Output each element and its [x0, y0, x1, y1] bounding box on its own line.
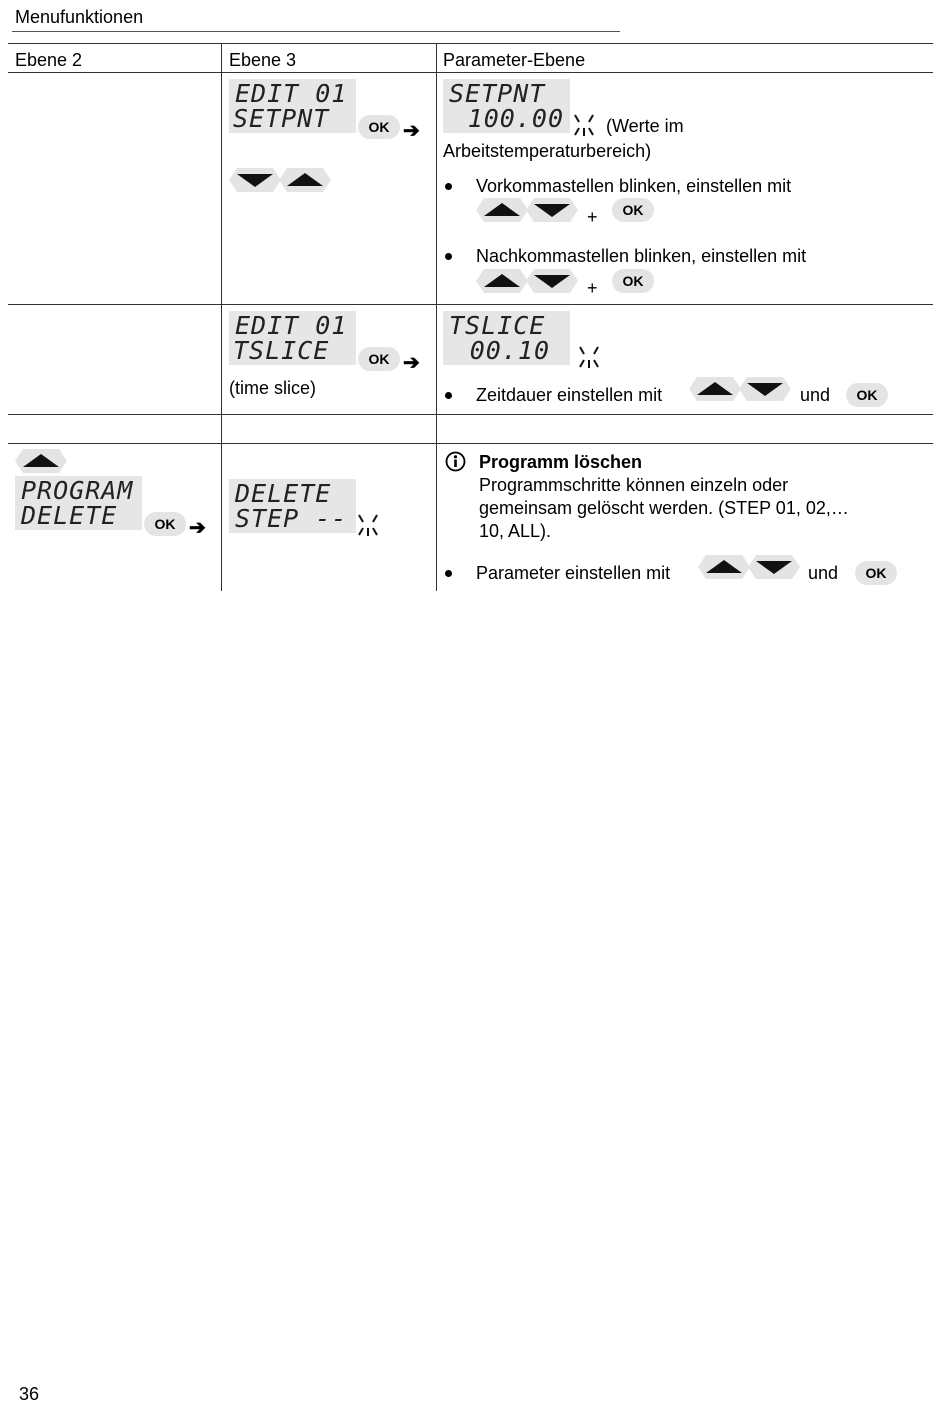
lcd-line-1: SETPNT — [449, 79, 546, 108]
up-button[interactable] — [698, 555, 750, 579]
up-button[interactable] — [476, 198, 528, 222]
lcd-line-2: 100.00 — [467, 104, 564, 133]
lcd-display-program-delete — [15, 476, 142, 530]
bullet-text: Zeitdauer einstellen mit — [476, 385, 663, 405]
ok-button[interactable]: OK — [612, 269, 654, 293]
down-button[interactable] — [748, 555, 800, 579]
lcd-display-tslice-value — [443, 311, 570, 365]
lcd-display-delete-step — [229, 479, 356, 533]
lcd-line-1: EDIT 01 — [235, 311, 348, 340]
lcd-line-1: TSLICE — [449, 311, 546, 340]
lcd-line-1: DELETE — [235, 479, 332, 508]
info-text: gemeinsam gelöscht werden. (STEP 01, 02,… — [479, 498, 849, 518]
bullet-text: Nachkommastellen blinken, einstellen mit — [476, 246, 807, 266]
column-header-ebene2: Ebene 2 — [15, 50, 83, 70]
param-note: (Werte im — [606, 116, 684, 136]
ebene3-caption: (time slice) — [229, 378, 317, 398]
param-note: Arbeitstemperaturbereich) — [443, 141, 652, 161]
up-button[interactable] — [476, 269, 528, 293]
info-text: Programmschritte können einzeln oder — [479, 475, 789, 495]
info-text: 10, ALL). — [479, 521, 552, 541]
und-text: und — [808, 563, 839, 583]
bullet-icon — [445, 183, 452, 190]
down-button[interactable] — [739, 377, 791, 401]
ok-button[interactable]: OK — [144, 512, 186, 536]
ok-button[interactable]: OK — [846, 383, 888, 407]
lcd-line-2: TSLICE — [233, 336, 330, 365]
plus-sign: + — [587, 278, 598, 298]
header-rule — [12, 31, 620, 32]
lcd-line-2: SETPNT — [233, 104, 330, 133]
column-header-ebene3: Ebene 3 — [229, 50, 297, 70]
bullet-icon — [445, 570, 452, 577]
blink-indicator-icon — [571, 112, 597, 138]
info-icon — [445, 451, 466, 472]
und-text: und — [800, 385, 831, 405]
right-arrow-icon: ➔ — [403, 352, 420, 374]
table-header-divider — [8, 72, 933, 73]
up-button[interactable] — [279, 168, 331, 192]
lcd-line-2: 00.10 — [469, 336, 550, 365]
row-divider — [8, 304, 933, 305]
down-button[interactable] — [526, 269, 578, 293]
info-title: Programm löschen — [479, 452, 643, 472]
column-divider — [221, 43, 222, 591]
lcd-line-1: PROGRAM — [21, 476, 134, 505]
lcd-line-2: DELETE — [21, 501, 118, 530]
row-divider — [8, 414, 933, 415]
section-title: Menufunktionen — [15, 7, 144, 27]
bullet-icon — [445, 253, 452, 260]
up-button[interactable] — [15, 449, 67, 473]
up-button[interactable] — [689, 377, 741, 401]
ok-button[interactable]: OK — [358, 115, 400, 139]
plus-sign: + — [587, 207, 598, 227]
right-arrow-icon: ➔ — [189, 517, 206, 539]
blink-indicator-icon — [355, 512, 381, 538]
bullet-text: Parameter einstellen mit — [476, 563, 671, 583]
ok-button[interactable]: OK — [855, 561, 897, 585]
lcd-display-edit-setpnt — [229, 79, 356, 133]
bullet-icon — [445, 392, 452, 399]
table-top-border — [8, 43, 933, 44]
column-header-parameter-ebene: Parameter-Ebene — [443, 50, 586, 70]
bullet-text: Vorkommastellen blinken, einstellen mit — [476, 176, 792, 196]
lcd-line-1: EDIT 01 — [235, 79, 348, 108]
page-number: 36 — [19, 1384, 40, 1404]
down-button[interactable] — [229, 168, 281, 192]
lcd-line-2: STEP -- — [235, 504, 348, 533]
ok-button[interactable]: OK — [612, 198, 654, 222]
lcd-display-edit-tslice — [229, 311, 356, 365]
blink-indicator-icon — [576, 344, 602, 370]
column-divider — [436, 43, 437, 591]
down-button[interactable] — [526, 198, 578, 222]
lcd-display-setpnt-value — [443, 79, 570, 133]
ok-button[interactable]: OK — [358, 347, 400, 371]
row-divider — [8, 443, 933, 444]
right-arrow-icon: ➔ — [403, 120, 420, 142]
